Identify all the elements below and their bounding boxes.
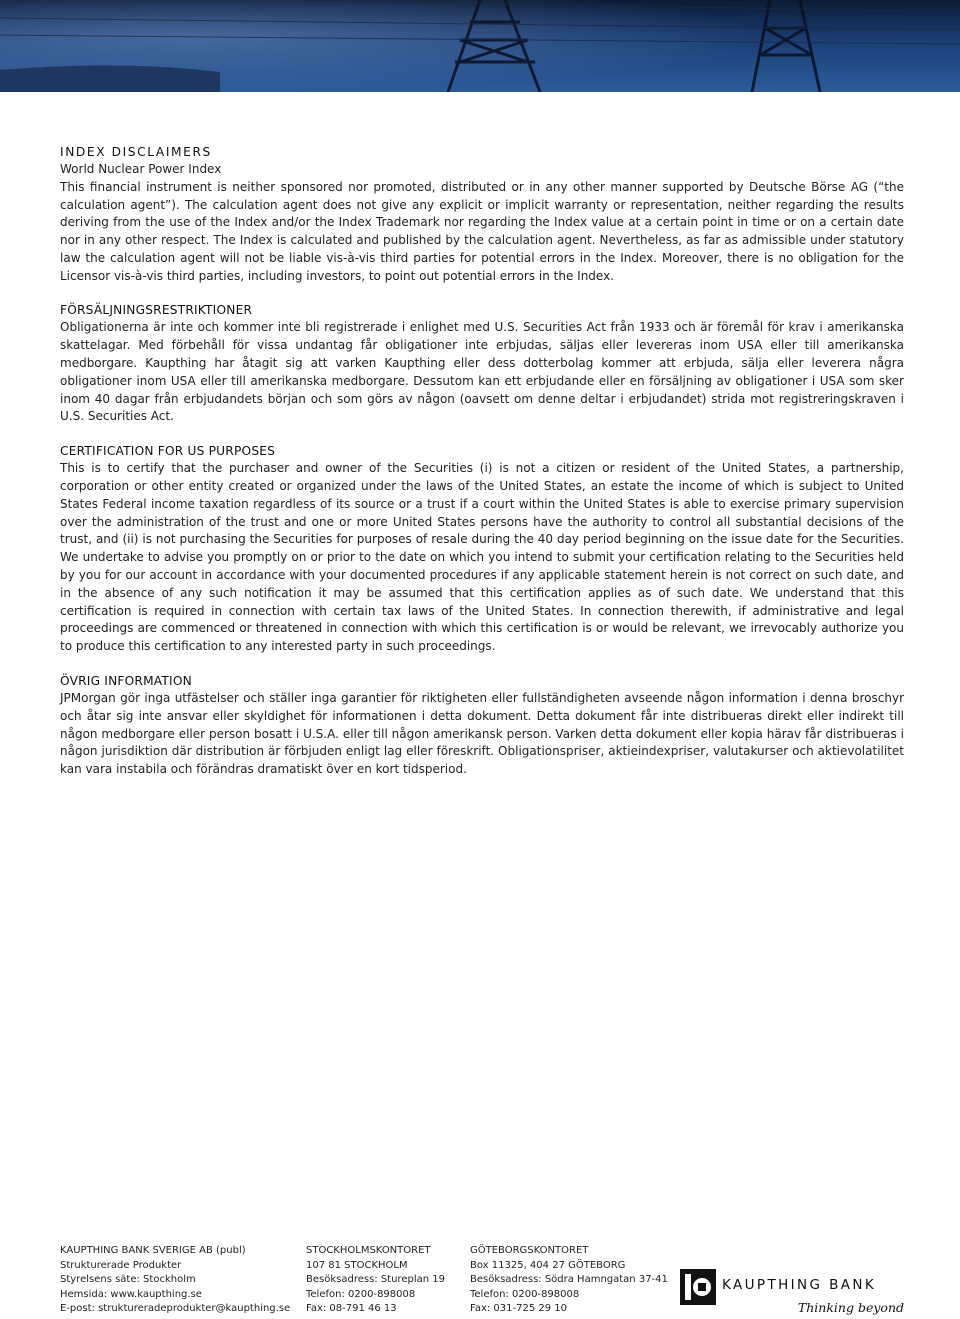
section-paragraph: This is to certify that the purchaser and owner of the Securities (i) is not a citizen or resident of the United States, a partnership, corporation or other entity created or organized under the laws of the United States, an estate the income of which is subject to United States Federal income taxation regardless of its source or a trust if a court within the United States is able to exercise primary supervision over the administration of the trust and one or more United States persons have the authority to control all substantial decisions of the trust, and (ii) is not purchasing the Securities for purposes of resale during the 40 day period beginning on the issue date for the Securities. We undertake to advise you promptly on or prior to the date on which you intend to submit your certification relating to the Securities held by you for our account in accordance with your documented procedures if any applicable statement herein is not correct on such date, and in the absence of any such notification it may be assumed that this certification applies as of such date. We understand that this certification is required in connection with certain tax laws of the United States. In connection therewith, if administrative and legal proceedings are commenced or threatened in connection with which this certification is or would be relevant, we irrevocably authorize you to produce this certification to any interested party in such proceedings. bbox=[60, 461, 904, 654]
section-forsaljningsrestriktioner bbox=[60, 301, 904, 426]
section-certification-us bbox=[60, 442, 904, 656]
footer-line: GÖTEBORGSKONTORET bbox=[470, 1245, 589, 1256]
section-index-disclaimers bbox=[60, 143, 904, 285]
document-body bbox=[60, 143, 904, 795]
footer-line: Besöksadress: Södra Hamngatan 37-41 bbox=[470, 1274, 668, 1286]
footer-line: Strukturerade Produkter bbox=[60, 1259, 182, 1271]
footer-website[interactable]: Hemsida: www.kaupthing.se bbox=[60, 1288, 202, 1300]
footer-line: Telefon: 0200-898008 bbox=[470, 1288, 580, 1300]
footer-line: Besöksadress: Stureplan 19 bbox=[306, 1274, 445, 1286]
brand-logo bbox=[680, 1268, 904, 1318]
footer-line: Box 11325, 404 27 GÖTEBORG bbox=[470, 1259, 626, 1271]
footer-goteborg-office bbox=[470, 1244, 668, 1317]
footer-line: Styrelsens säte: Stockholm bbox=[60, 1274, 196, 1286]
page-footer bbox=[60, 1244, 904, 1316]
footer-line: Fax: 08-791 46 13 bbox=[306, 1303, 397, 1315]
footer-stockholm-office bbox=[306, 1244, 445, 1317]
footer-line: KAUPTHING BANK SVERIGE AB (publ) bbox=[60, 1245, 246, 1256]
header-photo-banner bbox=[0, 0, 960, 92]
footer-line: 107 81 STOCKHOLM bbox=[306, 1259, 408, 1271]
footer-company-info bbox=[60, 1244, 290, 1317]
section-heading: INDEX DISCLAIMERS bbox=[60, 145, 212, 159]
footer-line: STOCKHOLMSKONTORET bbox=[306, 1245, 431, 1256]
footer-line: Telefon: 0200-898008 bbox=[306, 1288, 416, 1300]
section-paragraph: This financial instrument is neither sponsored nor promoted, distributed or in any other manner supported by Deutsche Börse AG (“the calculation agent”). The calculation agent does not give any explicit or implicit warranty or representation, neither regarding the results deriving from the use of the Index and/or the Index Trademark nor regarding the Index value at a certain point in time or on a certain date nor in any other respect. The Index is calculated and published by the calculation agent. Nevertheless, as far as admissible under statutory law the calculation agent will not be liable vis-à-vis third parties for potential errors in the Index. Moreover, there is no obligation for the Licensor vis-à-vis third parties, including investors, to point out potential errors in the Index. bbox=[60, 179, 904, 283]
kaupthing-logo-icon bbox=[680, 1269, 716, 1305]
section-subheading: World Nuclear Power Index bbox=[60, 162, 222, 176]
section-ovrig-information bbox=[60, 672, 904, 779]
footer-line: Fax: 031-725 29 10 bbox=[470, 1303, 568, 1315]
brand-tagline: Thinking beyond bbox=[797, 1300, 904, 1315]
section-heading: CERTIFICATION FOR US PURPOSES bbox=[60, 444, 276, 459]
power-pylon-photo bbox=[0, 0, 960, 92]
section-heading: ÖVRIG INFORMATION bbox=[60, 674, 192, 689]
footer-email[interactable]: E-post: struktureradeprodukter@kaupthing.se bbox=[60, 1303, 291, 1315]
brand-name: KAUPTHING BANK bbox=[722, 1277, 877, 1293]
section-heading: FÖRSÄLJNINGSRESTRIKTIONER bbox=[60, 303, 253, 318]
section-paragraph: JPMorgan gör inga utfästelser och ställer inga garantier för riktigheten eller fullständigheten avseende någon information i denna broschyr och åtar sig inte ansvar eller skyldighet för informationen i detta dokument. Detta dokument får inte distribueras direkt eller indirekt till någon medborgare eller person bosatt i U.S.A. eller till någon amerikansk person. Varken detta dokument eller kopia härav får distribueras i någon jurisdiktion där distribution är förbjuden enligt lag eller föreskrift. Obligationspriser, aktieindexpriser, valutakurser och aktievolatilitet kan vara instabila och förändras dramatiskt över en kort tidsperiod. bbox=[60, 691, 904, 777]
section-paragraph: Obligationerna är inte och kommer inte bli registrerade i enlighet med U.S. Securities Act från 1933 och är föremål för krav i amerikanska skattelagar. Med förbehåll för vissa undantag får obligationer inte erbjudas, säljas eller levereras inom USA eller till amerikanska medborgare. Kaupthing har åtagit sig att varken Kaupthing eller dess dotterbolag kommer att erbjuda, sälja eller leverera några obligationer inom USA eller till amerikanska medborgare. Dessutom kan ett erbjudande eller en försäljning av obligationer i USA som sker inom 40 dagar från erbjudandets början och som görs av någon (oavsett om denne deltar i erbjudandet) strida mot registreringskraven i U.S. Securities Act. bbox=[60, 320, 904, 424]
